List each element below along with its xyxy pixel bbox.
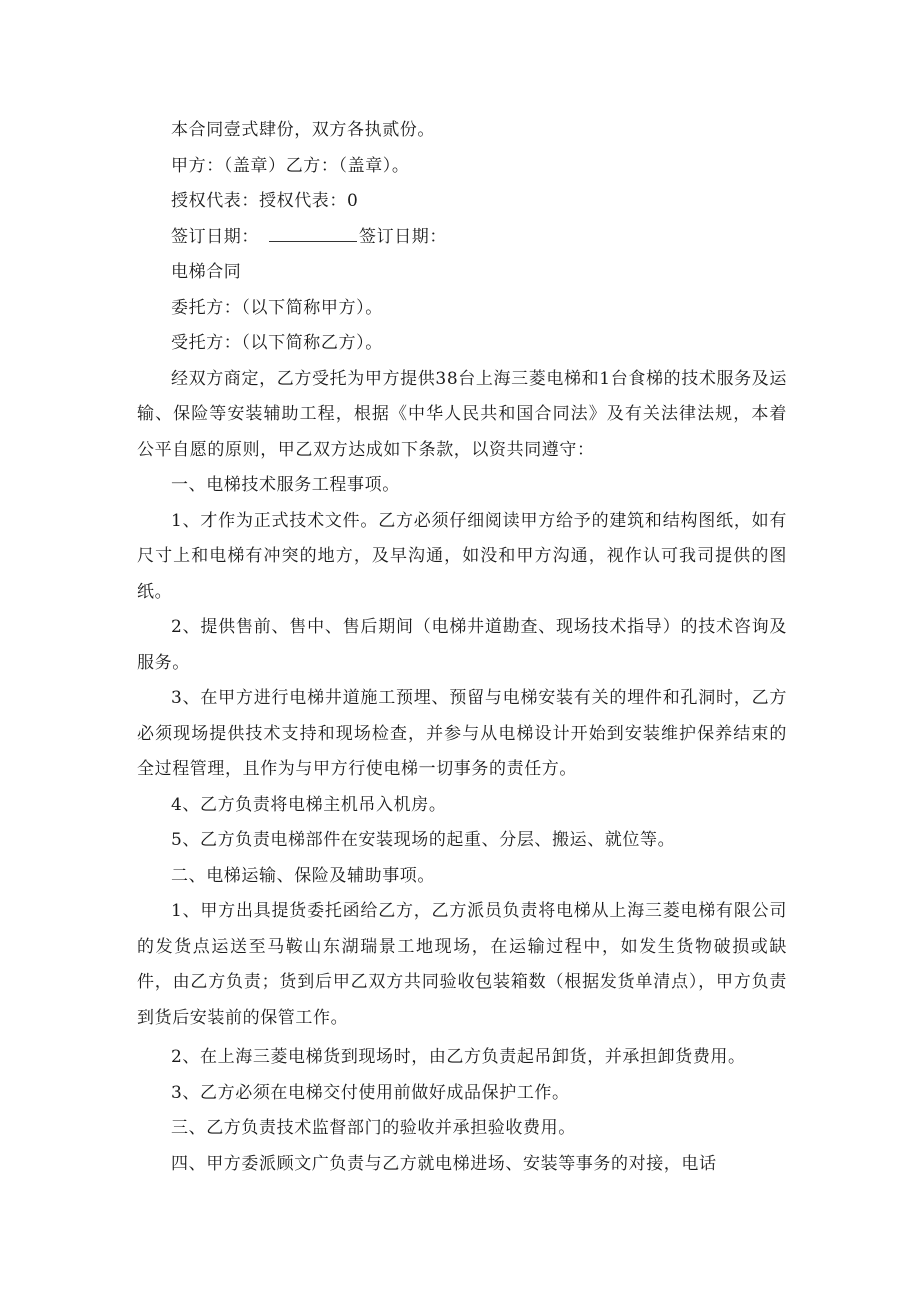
section-heading-2: 二、电梯运输、保险及辅助事项。 <box>171 865 435 886</box>
paragraph-sign-date <box>137 220 787 256</box>
paragraph-contractor: 受托方：（以下简称乙方）。 <box>171 333 383 353</box>
section1-item-5: 5、乙方负责电梯部件在安装现场的起重、分层、搬运、就位等。 <box>171 830 676 850</box>
paragraph-copies: 本合同壹式肆份，双方各执贰份。 <box>171 120 435 140</box>
section1-item-2: 2、提供售前、售中、售后期间（电梯井道勘查、现场技术指导）的技术咨询及服务。 <box>137 617 787 673</box>
section2-item-3: 3、乙方必须在电梯交付使用前做好成品保护工作。 <box>171 1082 570 1103</box>
paragraph-client: 委托方：（以下简称甲方）。 <box>171 297 383 318</box>
document-body <box>137 113 787 1182</box>
section-heading-1: 一、电梯技术服务工程事项。 <box>171 475 400 495</box>
section-heading-3: 三、乙方负责技术监督部门的验收并承担验收费用。 <box>171 1118 576 1138</box>
sign-date-label-b: 签订日期： <box>359 226 447 247</box>
section1-item-3: 3、在甲方进行电梯井道施工预埋、预留与电梯安装有关的埋件和孔洞时，乙方必须现场提供技术支持和现场检查，并参与从电梯设计开始到安装维护保养结束的全过程管理，且作为与甲方行使电梯一切事务的责任方。 <box>137 688 787 779</box>
paragraph-intro: 经双方商定，乙方受托为甲方提供38台上海三菱电梯和1台食梯的技术服务及运输、保险等安装辅助工程，根据《中华人民共和国合同法》及有关法律法规，本着公平自愿的原则，甲乙双方达成如下条款，以资共同遵守： <box>137 368 787 460</box>
section1-item-4: 4、乙方负责将电梯主机吊入机房。 <box>171 794 447 815</box>
section1-item-1: 1、才作为正式技术文件。乙方必须仔细阅读甲方给予的建筑和结构图纸，如有尺寸上和电梯有冲突的地方，及早沟通，如没和甲方沟通，视作认可我司提供的图纸。 <box>137 510 787 602</box>
sign-date-label-a: 签订日期： <box>171 226 259 247</box>
section-heading-4: 四、甲方委派顾文广负责与乙方就电梯进场、安装等事务的对接，电话 <box>171 1153 717 1174</box>
paragraph-parties-seal: 甲方：（盖章）乙方：（盖章）。 <box>171 155 410 176</box>
section2-item-2: 2、在上海三菱电梯货到现场时，由乙方负责起吊卸货，并承担卸货费用。 <box>171 1047 746 1067</box>
sign-date-blank-line <box>269 227 357 242</box>
paragraph-representatives: 授权代表：授权代表：0 <box>171 191 359 211</box>
contract-title: 电梯合同 <box>171 262 242 282</box>
section2-item-1: 1、甲方出具提货委托函给乙方，乙方派员负责将电梯从上海三菱电梯有限公司的发货点运送至马鞍山东湖瑞景工地现场，在运输过程中，如发生货物破损或缺件，由乙方负责；货到后甲乙双方共同验收包装箱数（根据发货单清点），甲方负责到货后安装前的保管工作。 <box>137 901 787 1028</box>
